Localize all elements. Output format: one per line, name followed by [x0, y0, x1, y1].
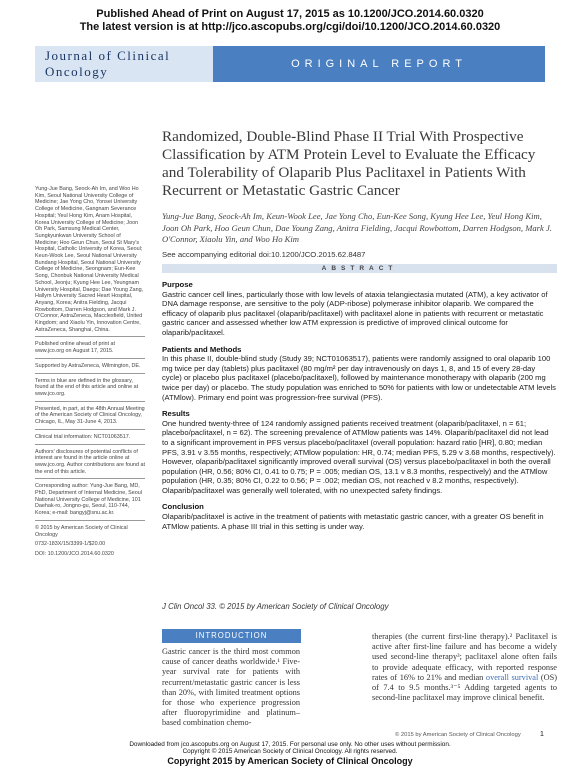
divider: [35, 520, 145, 521]
purpose-text: Gastric cancer cell lines, particularly those with low levels of ataxia telangiectasia mutated (ATM), a key activator of DNA damage response, are sensitive to the poly (ADP-ribose) polymerase inhibitor olaparib. We compared the efficacy of olaparib plus paclitaxel (olaparib/paclitaxel) with paclitaxel alone in patients with recurrent or metastatic gastric cancer and assessed whether low ATM expression is predictive of improved clinical outcome for olaparib/paclitaxel.: [162, 289, 548, 337]
rights-notice: Copyright © 2015 American Society of Clinical Oncology. All rights reserved.: [182, 748, 398, 756]
methods-heading: Patients and Methods: [162, 344, 242, 354]
divider: [35, 429, 145, 430]
affiliations: Yung-Jue Bang, Seock-Ah Im, and Woo Ho Kim, Seoul National University College of Medicine; Jae Yong Cho, Yonsei University College of Medicine, Gangnam Severance Hospital; Yeul Hong Kim, Anam Hospital, Korea University College of Medicine; Joon Oh Park, Samsung Medical Center, Sungkyunkwan University School of Medicine; Hoo Geun Chun, Seoul St Mary's Hospital, Catholic University of Korea, Seoul; Keun-Wook Lee, Seoul National University Bundang Hospital, Seoul National University College of Medicine, Seongnam; Eun-Kee Song, Chonbuk National University Medical School, Jeonju; Kyung Hee Lee, Yeungnam University Hospital, Daegu; Dae Young Zang, Hallym University Sacred Heart Hospital, Anyang, Korea; Anitra Fielding, Jacqui Rowbottom, Darren Hodgson, and Mark J. O'Connor, AstraZeneca, Macclesfield, United Kingdom; and Xiaolu Yin, Innovation Centre, AstraZeneca, Shanghai, China.: [35, 186, 144, 333]
glossary-term-link[interactable]: overall survival: [485, 672, 539, 682]
divider: [35, 358, 145, 359]
divider: [35, 478, 145, 479]
divider: [35, 373, 145, 374]
page-number: 1: [540, 731, 544, 738]
divider: [35, 336, 145, 337]
glossary-note: Terms in blue are defined in the glossary, found at the end of this article and online at www.jco.org.: [35, 377, 139, 397]
author-list: Yung-Jue Bang, Seock-Ah Im, Keun-Wook Lee, Jae Yong Cho, Eun-Kee Song, Kyung Hee Lee, Yeul Hong Kim, Joon Oh Park, Hoo Geun Chun, Dae Young Zang, Anitra Fielding, Jacqui Rowbottom, Darren Hodgson, Mark J. O'Connor, Xiaolu Yin, and Woo Ho Kim: [162, 211, 552, 244]
presented-note: Presented, in part, at the 48th Annual Meeting of the American Society of Clinical Oncology, Chicago, IL, May 31-June 4, 2013.: [35, 405, 145, 426]
journal-name: Journal of Clinical Oncology: [35, 46, 213, 82]
editorial-note: See accompanying editorial doi:10.1200/JCO.2015.62.8487: [162, 250, 366, 259]
conclusion-text: Olaparib/paclitaxel is active in the treatment of patients with metastatic gastric cancer, with a greater OS benefit in ATMlow patients. A phase III trial in this setting is under way.: [162, 512, 544, 531]
intro-column-1: Gastric cancer is the third most common cause of cancer deaths worldwide.¹ Five-year survival rate for patients with recurrent/metastatic gastric cancer is less than 20%, with limited treatment options for those who experience progression after fluoropyrimidine and platinum–based combination chemo-: [162, 647, 300, 728]
journal-header-bar: [35, 46, 545, 82]
banner-line-2: The latest version is at http://jco.ascopubs.org/cgi/doi/10.1200/JCO.2014.60.0320: [79, 21, 501, 33]
methods-text: In this phase II, double-blind study (Study 39; NCT01063517), patients were randomly assigned to oral olaparib 100 mg twice per day (tablets) plus paclitaxel (80 mg/m² per day intravenously on days 1, 8, and 15 of every 28-day cycle) or placebo plus paclitaxel (placebo/paclitaxel), followed by maintenance monotherapy with olaparib (200 mg twice per day) or placebo. The study population was enriched to 50% for patients with low or undetectable ATM levels (ATMlow). Primary end point was progression-free survival (PFS).: [162, 354, 556, 402]
banner-line-1: Published Ahead of Print on August 17, 2015 as 10.1200/JCO.2014.60.0320: [96, 8, 484, 20]
introduction-heading: INTRODUCTION: [162, 629, 301, 643]
doi: DOI: 10.1200/JCO.2014.60.0320: [35, 550, 114, 557]
footer-copyright: © 2015 by American Society of Clinical Oncology: [395, 732, 521, 738]
abstract-label: ABSTRACT: [162, 264, 557, 273]
divider: [35, 401, 145, 402]
article-type: ORIGINAL REPORT: [213, 46, 545, 82]
results-text: One hundred twenty-three of 124 randomly assigned patients received treatment (olaparib/paclitaxel, n = 61; placebo/paclitaxel, n = 62). The screening prevalence of ATMlow patients was 14%. Olaparib/paclitaxel did not lead to a significant improvement in PFS versus placebo/paclitaxel (overall population: hazard ratio [HR], 0.80; median PFS, 3.91 v 3.55 months, respectively; ATMlow population: HR, 0.74; median PFS, 5.29 v 3.68 months, respectively). However, olaparib/paclitaxel significantly improved overall survival (OS) versus placebo/paclitaxel in both the overall population (HR, 0.56; 80% CI, 0.41 to 0.75; P = .005; median OS, 13.1 v 8.3 months, respectively) and the ATMlow population (HR, 0.35; 80% CI, 0.22 to 0.56; P = .002; median OS, not reached v 8.2 months, respectively). Olaparib/paclitaxel was generally well tolerated, with no unexpected safety findings.: [162, 418, 556, 495]
corresponding-author: Corresponding author: Yung-Jue Bang, MD, PhD, Department of Internal Medicine, Seoul National University College of Medicine, 101 Daehak-ro, Jongno-gu, Seoul, 110-744, Korea; e-mail: bangyj@snu.ac.kr.: [35, 483, 142, 517]
publication-banner: [0, 8, 580, 34]
divider: [35, 444, 145, 445]
results-heading: Results: [162, 409, 190, 419]
article-title: Randomized, Double-Blind Phase II Trial With Prospective Classification by ATM Protein Level to Evaluate the Efficacy and Tolerability of Olaparib Plus Paclitaxel in Patients With Recurrent or Metastatic Gastric Cancer: [162, 128, 536, 199]
support-note: Supported by AstraZeneca, Wilmington, DE.: [35, 362, 141, 369]
published-note: Published online ahead of print at www.jco.org on August 17, 2015.: [35, 341, 116, 355]
latest-version-link[interactable]: http://jco.ascopubs.org/cgi/doi/10.1200/JCO.2014.60.0320: [201, 21, 501, 33]
conclusion-heading: Conclusion: [162, 502, 204, 512]
citation-line: J Clin Oncol 33. © 2015 by American Society of Clinical Oncology: [162, 602, 389, 611]
trial-info: Clinical trial information: NCT01063517.: [35, 433, 131, 440]
bold-copyright: Copyright 2015 by American Society of Clinical Oncology: [167, 755, 413, 766]
abstract-body: [162, 280, 557, 535]
sidebar-copyright: © 2015 by American Society of Clinical Oncology: [35, 524, 128, 538]
disclosures-note: Authors' disclosures of potential conflicts of interest are found in the article online at www.jco.org. Author contributions are found at the end of this article.: [35, 448, 145, 475]
purpose-heading: Purpose: [162, 280, 193, 289]
download-footer: [0, 741, 580, 767]
download-notice: Downloaded from jco.ascopubs.org on August 17, 2015. For personal use only. No other uses without permission.: [129, 741, 451, 748]
issn: 0732-183X/15/3399-1/$20.00: [35, 541, 106, 548]
intro-column-2: therapies (the current first-line therapy).² Paclitaxel is active after first-line failure and has become a widely used second-line therapy³; paclitaxel alone often fails to provide adequate efficacy, with reported response rates of 16% to 21% and median overall survival (OS) of 7.4 to 9.5 months.³⁻⁵ Adding targeted agents to second-line paclitaxel may improve clinical benefit.: [372, 632, 557, 703]
sidebar-notes: [35, 186, 145, 561]
